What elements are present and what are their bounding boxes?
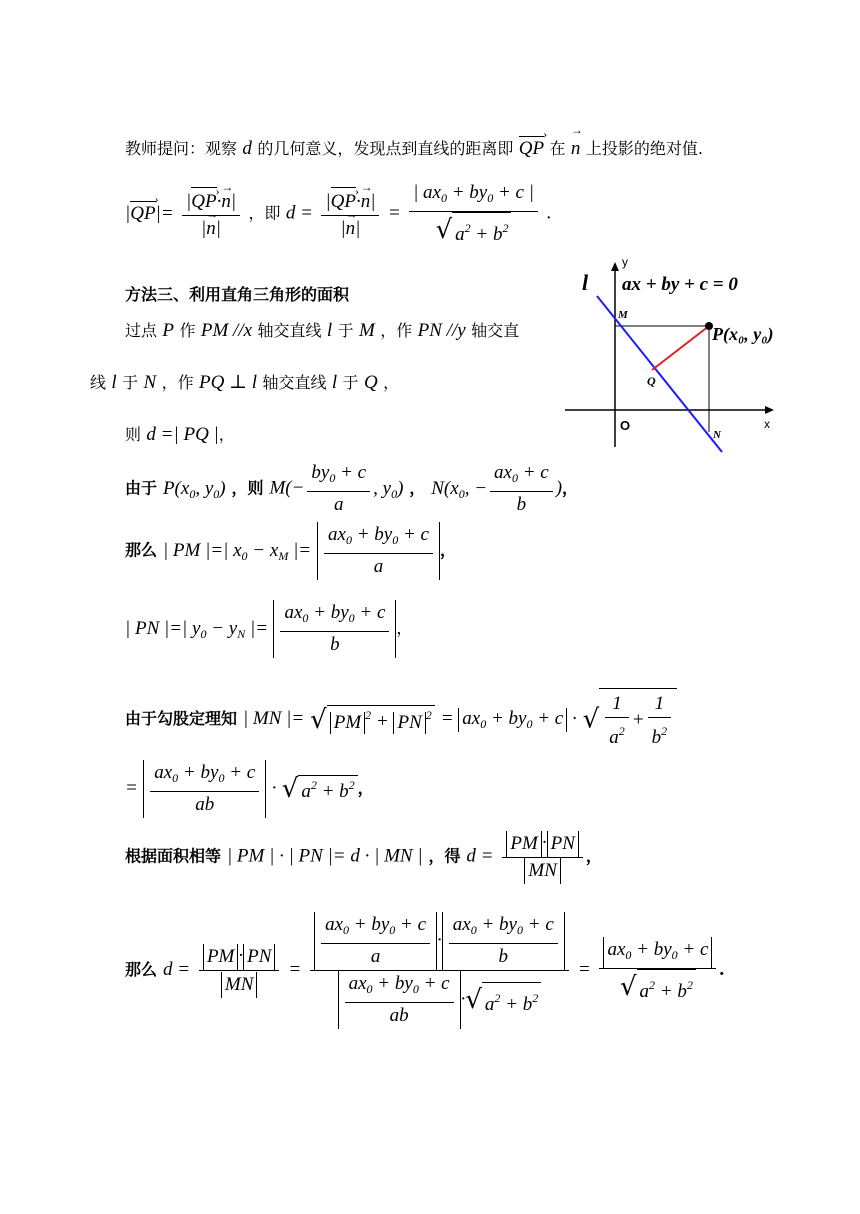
label-y: y (622, 255, 628, 269)
coordinates-line: 由于 $P(x_0$, $y_0$) ，则 M(− $\frac{by_0 + c}{a}$ , $y_0$) ， $N(x_0$, − $\frac{ax_0 + c}{b}$ )， (125, 462, 579, 515)
formula1-ie: ，即 (248, 203, 281, 223)
area-line: 根据面积相等 | PM | · | PN |= d · | MN | ，得 d = $\frac{PM \cdot PN}{MN}$ ， (125, 830, 602, 884)
label-p: P(x₀, y₀) (712, 324, 774, 344)
mn-result-line: = $\frac{ax_0 + by_0 + c}{ab}$ · √ $a^2 + b^2$ ， (125, 760, 374, 818)
intro-text-3: 在 (549, 139, 566, 158)
formula1-end: . (546, 202, 552, 224)
distance-fraction: $\frac{| ax_0 + by_0 + c |}{√ a^2 + b^2}$ (409, 180, 538, 248)
label-n: N (713, 429, 721, 441)
vector-qp: QP › (519, 136, 544, 160)
pm-line: 那么 | PM |=| $x_0 - x_M$ |= $\frac{ax_0 + by_0 + c}{a}$ ， (125, 522, 456, 580)
method3-line-1: 过点 P 作 PM //x 轴交直线 l 于 M ，作 PN //y 轴交直 (125, 320, 520, 341)
intro-d: d (242, 138, 252, 159)
pq-segment (652, 326, 709, 370)
y-axis-arrow (611, 262, 619, 271)
label-m: M (618, 309, 628, 321)
projection-fraction-2: $\frac{|QP ›\cdot\to n|}{|\to n|}$ (321, 187, 379, 242)
label-x: x (764, 417, 770, 431)
intro-text-1: 教师提问：观察 (125, 139, 238, 158)
intro-text-2: 的几何意义，发现点到直线的距离即 (257, 139, 514, 158)
label-equation: ax + by + c = 0 (622, 274, 738, 295)
formula1-d: d = (285, 202, 313, 224)
projection-fraction: $\frac{|QP ›\cdot\to n|}{|\to n|}$ (182, 187, 240, 242)
abs-qp: |QP ›|= (125, 203, 174, 224)
x-axis-arrow (765, 406, 774, 414)
final-line: 那么 d = $\frac{PM \cdot PN}{MN}$ = $\frac{ax_0 + by_0 + c}{a}$ · $\frac{ax_0 + by_0 + c}{b}$ $\frac{ax_0 + by_0 + c}{ab}$ ·√ $a^2 + b^2$ = $\frac{ax_0 + by_0 + c}{√ a^2 + b^2}$ . (125, 912, 724, 1029)
vector-n: → n (571, 138, 581, 160)
label-q: Q (647, 374, 656, 388)
method3-title: 方法三、利用直角三角形的面积 (125, 285, 350, 304)
intro-line (125, 136, 703, 160)
then-d-line: 则 d =| PQ |， (125, 424, 235, 445)
pn-line: | PN |=| $y_0 - y_N$ |= $\frac{ax_0 + by_0 + c}{b}$ ， (125, 600, 412, 658)
pythagoras-line: 由于勾股定理知 | MN |= √ PM $^2$ + PN $^2 = ax_0 + by_0 + c$ · √ $\frac{1}{a^2}$ + $\frac{1}{b^2}$ (125, 688, 677, 751)
label-o: O (620, 418, 631, 433)
intro-text-4: 上投影的绝对值. (585, 139, 703, 158)
label-l: l (582, 270, 589, 295)
method3-line-2: 线 l 于 N ，作 PQ ⊥ l 轴交直线 l 于 Q ， (90, 372, 400, 393)
geometry-figure (560, 252, 780, 457)
projection-formula: |QP ›|= $\frac{|QP ›\cdot\to n|}{|\to n|}$ ，即 d = $\frac{|QP ›\cdot\to n|}{|\to n|}$ = $\frac{| ax_0 + by_0 + c |}{√ a^2 + b^2}$ . (125, 180, 551, 248)
